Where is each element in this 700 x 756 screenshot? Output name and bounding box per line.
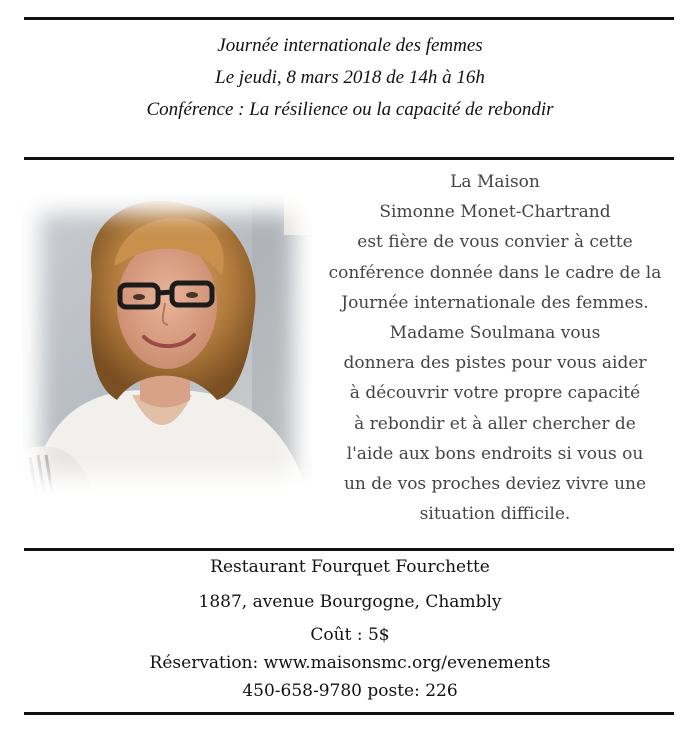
invitation-text [310, 167, 680, 529]
top-divider [24, 17, 674, 20]
body-line: conférence donnée dans le cadre de la [328, 262, 662, 283]
venue-name: Restaurant Fourquet Fourchette [210, 557, 490, 577]
body-line: Simonne Monet-Chartrand [379, 202, 611, 223]
body-line: un de vos proches deviez vivre une [343, 474, 647, 495]
body-line: à rebondir et à aller chercher de [354, 413, 636, 434]
body-line: l'aide aux bons endroits si vous ou [346, 443, 644, 464]
speaker-photo [22, 195, 312, 493]
body-line: est fière de vous convier à cette [357, 232, 633, 253]
body-line: à découvrir votre propre capacité [349, 383, 641, 404]
conference-title: Conférence : La résilience ou la capacité de rebondir [146, 99, 554, 120]
body-line: situation difficile. [419, 504, 571, 525]
body-line: Journée internationale des femmes. [341, 292, 649, 313]
bottom-divider [24, 712, 674, 715]
header-divider [24, 157, 674, 160]
phone-number: 450-658-9780 poste: 226 [242, 681, 458, 701]
event-date: Le jeudi, 8 mars 2018 de 14h à 16h [215, 67, 485, 88]
body-line: donnera des pistes pour vous aider [343, 353, 647, 374]
cost-label: Coût : 5$ [310, 625, 390, 645]
event-title: Journée internationale des femmes [217, 35, 483, 56]
reservation-link[interactable]: Réservation: www.maisonsmc.org/evenements [149, 653, 551, 673]
body-divider [24, 548, 674, 551]
body-line: La Maison [450, 172, 540, 192]
body-line: Madame Soulmana vous [389, 323, 601, 344]
venue-address: 1887, avenue Bourgogne, Chambly [198, 592, 502, 612]
event-header [0, 30, 700, 126]
